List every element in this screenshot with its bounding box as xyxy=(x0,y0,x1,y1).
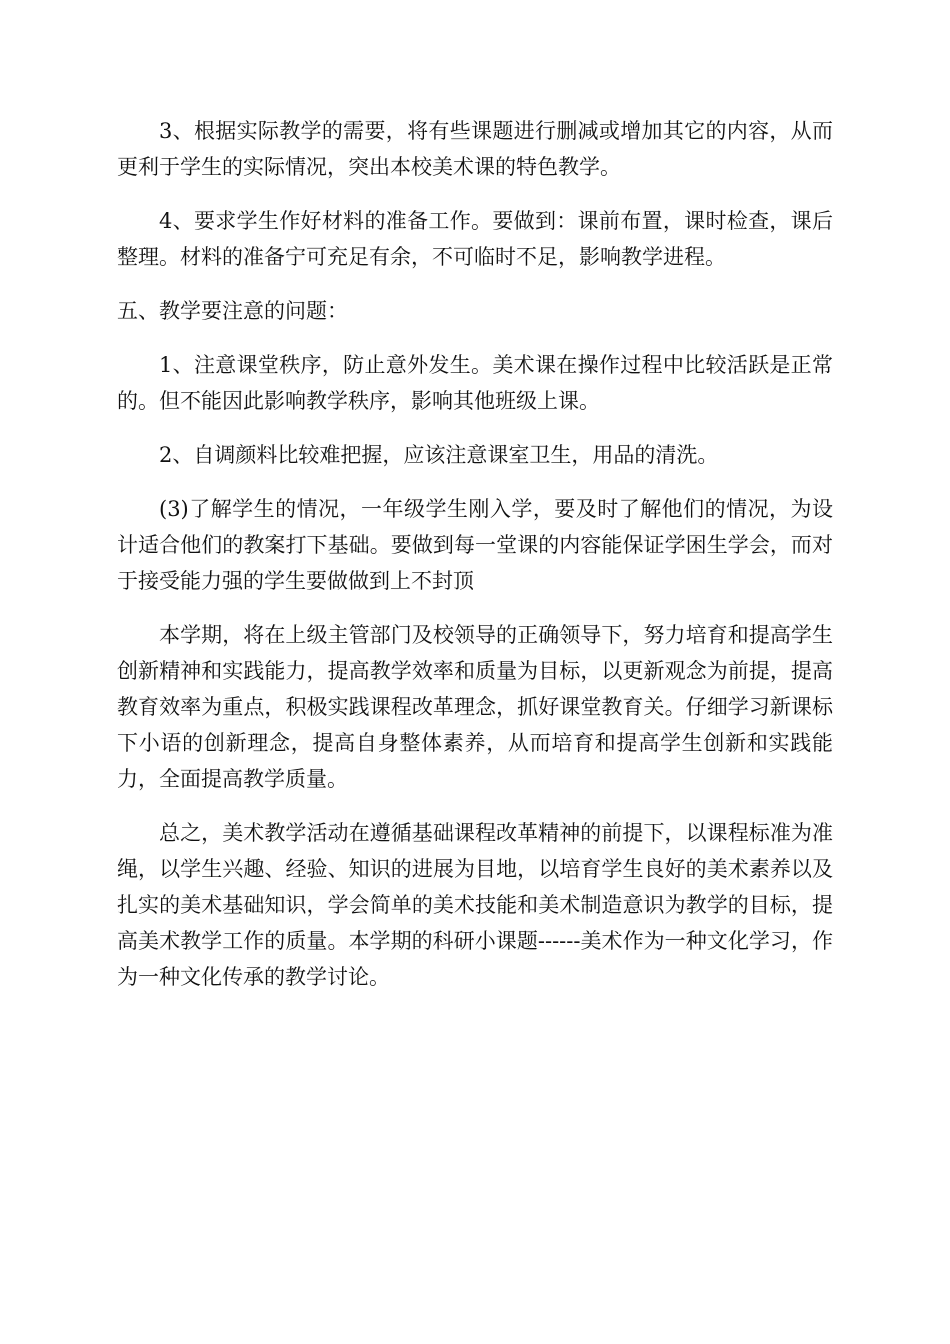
paragraph-semester-plan: 本学期，将在上级主管部门及校领导的正确领导下，努力培育和提高学生创新精神和实践能力，提高教学效率和质量为目标，以更新观念为前提，提高教育效率为重点，积极实践课程改革理念，抓好课堂教育关。仔细学习新课标下小语的创新理念，提高自身整体素养，从而培育和提高学生创新和实践能力，全面提高教学质量。 xyxy=(117,623,833,791)
paragraph-item-4: 4、要求学生作好材料的准备工作。要做到：课前布置，课时检查，课后整理。材料的准备宁可充足有余，不可临时不足，影响教学进程。 xyxy=(117,209,833,269)
paragraph-note-3: (3)了解学生的情况，一年级学生刚入学，要及时了解他们的情况，为设计适合他们的教案打下基础。要做到每一堂课的内容能保证学困生学会，而对于接受能力强的学生要做做到上不封顶 xyxy=(117,497,833,593)
section-heading-five: 五、教学要注意的问题： xyxy=(117,299,348,323)
paragraph-note-2: 2、自调颜料比较难把握，应该注意课室卫生，用品的清洗。 xyxy=(159,443,719,467)
paragraph-note-1: 1、注意课堂秩序，防止意外发生。美术课在操作过程中比较活跃是正常的。但不能因此影响教学秩序，影响其他班级上课。 xyxy=(117,353,833,413)
paragraph-summary: 总之，美术教学活动在遵循基础课程改革精神的前提下，以课程标准为准绳，以学生兴趣、经验、知识的进展为目地，以培育学生良好的美术素养以及扎实的美术基础知识，学会简单的美术技能和美术制造意识为教学的目标，提高美术教学工作的质量。本学期的科研小课题------美术作为一种文化学习，作为一种文化传承的教学讨论。 xyxy=(117,821,833,989)
paragraph-item-3: 3、根据实际教学的需要，将有些课题进行删减或增加其它的内容，从而更利于学生的实际情况，突出本校美术课的特色教学。 xyxy=(117,119,833,179)
document-page xyxy=(117,113,833,1013)
